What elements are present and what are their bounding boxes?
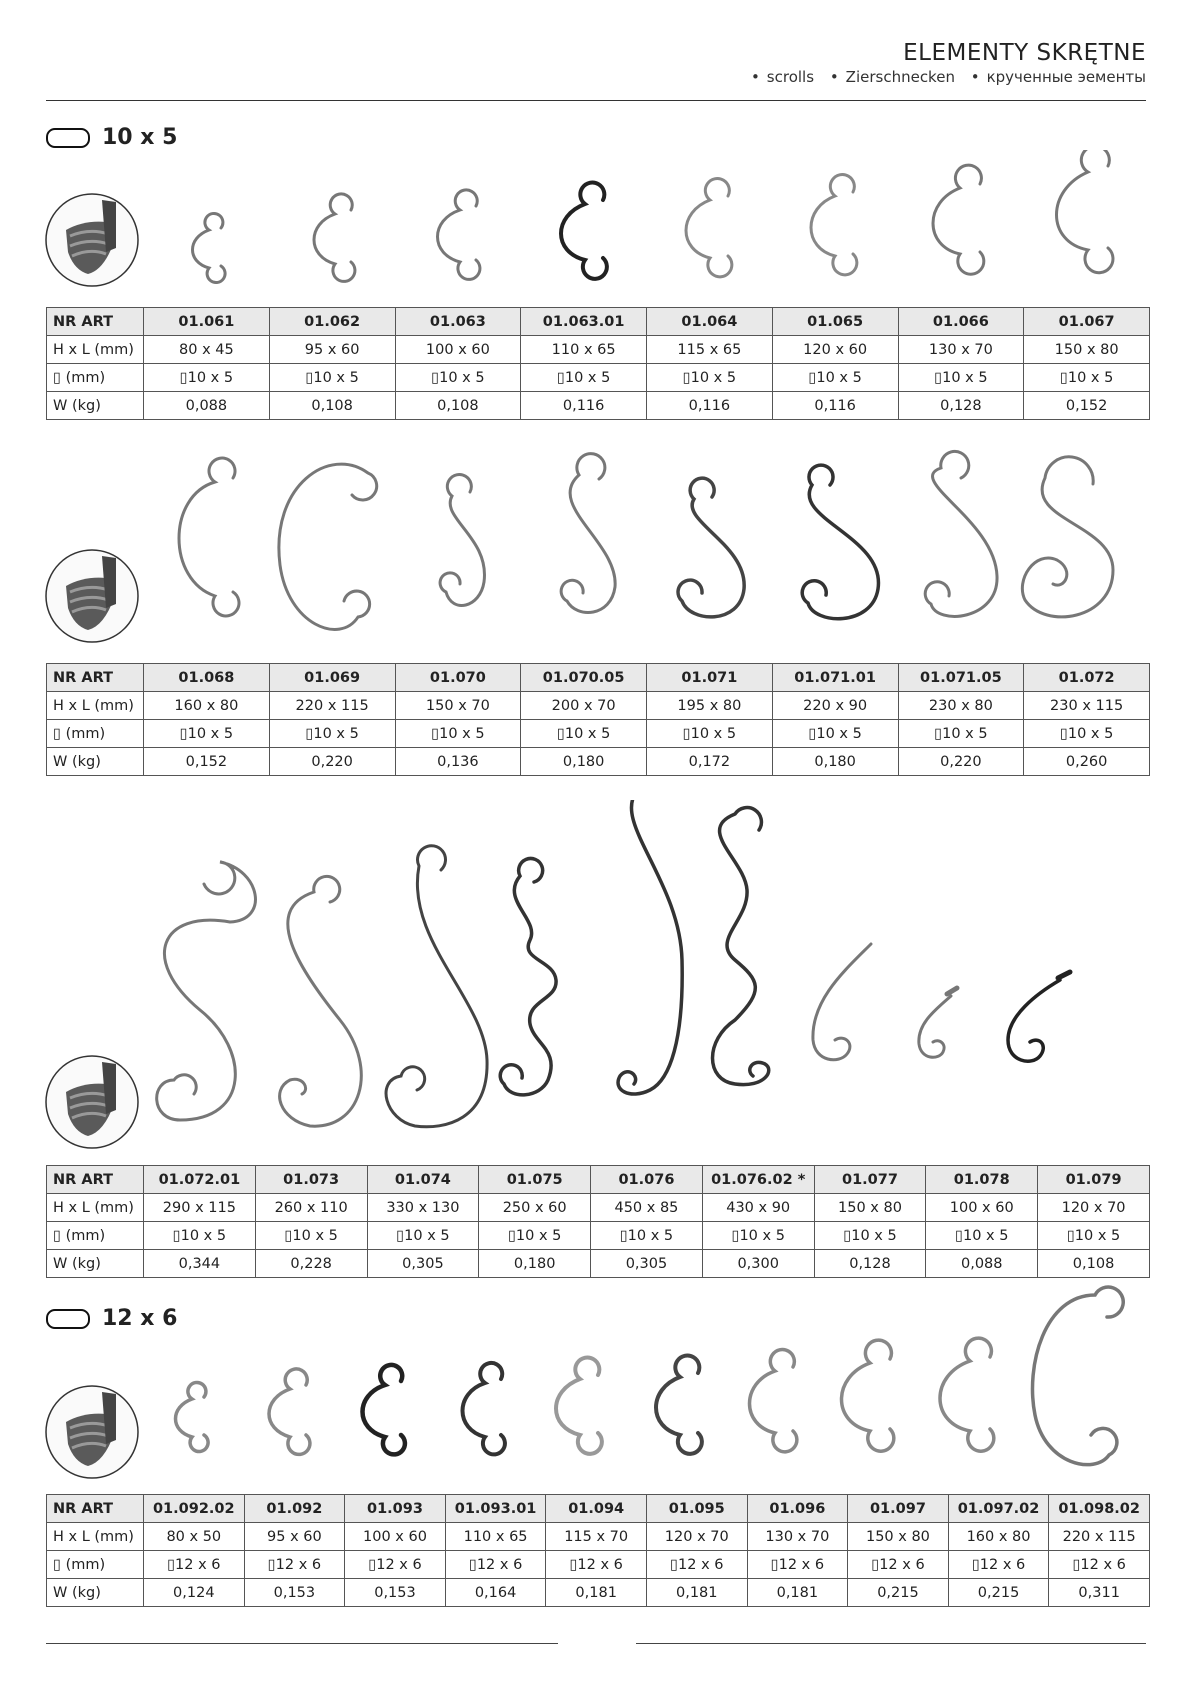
table-cell: 220 x 115 — [1049, 1523, 1150, 1551]
table-cell: 0,108 — [269, 392, 395, 420]
s-scroll-01.070 — [440, 475, 484, 606]
s-scroll-01.071.05 — [925, 451, 997, 616]
table-cell: 01.094 — [546, 1495, 647, 1523]
table-cell: ▯10 x 5 — [647, 364, 773, 392]
table-cell: 0,180 — [772, 748, 898, 776]
table-cell: ▯10 x 5 — [479, 1222, 591, 1250]
row-label: H x L (mm) — [47, 1523, 144, 1551]
table-row-dimensions — [47, 1523, 1150, 1551]
table-cell: 01.071.05 — [898, 664, 1024, 692]
table-cell: 0,108 — [1038, 1250, 1150, 1278]
table-cell: 150 x 80 — [1024, 336, 1150, 364]
s-scroll-01.071.01 — [802, 465, 878, 619]
row-label: H x L (mm) — [47, 692, 144, 720]
table-cell: 01.068 — [144, 664, 270, 692]
c-scroll-01.093 — [363, 1365, 405, 1454]
table-cell: 01.097 — [848, 1495, 949, 1523]
header-divider — [46, 100, 1146, 101]
table-cell: 01.064 — [647, 308, 773, 336]
table-row-profile — [47, 1551, 1150, 1579]
table-cell: 0,152 — [144, 748, 270, 776]
row-label: H x L (mm) — [47, 336, 144, 364]
c-scroll-01.092 — [269, 1369, 310, 1454]
c-scroll-01.096 — [750, 1350, 797, 1452]
row-label: ▯ (mm) — [47, 1551, 144, 1579]
row-label: ▯ (mm) — [47, 364, 144, 392]
page-subtitle: • scrolls • Zierschnecken • крученные эементы — [750, 68, 1146, 86]
table-row-profile — [47, 364, 1150, 392]
table-cell: 01.063 — [395, 308, 521, 336]
table-cell: ▯10 x 5 — [269, 364, 395, 392]
table-cell: ▯12 x 6 — [646, 1551, 747, 1579]
table-cell: ▯10 x 5 — [144, 364, 270, 392]
table-cell: 150 x 80 — [848, 1523, 949, 1551]
row-label: NR ART — [47, 1166, 144, 1194]
table-cell: 01.069 — [269, 664, 395, 692]
table-cell: 120 x 70 — [1038, 1194, 1150, 1222]
table-cell: 0,215 — [848, 1579, 949, 1607]
table-cell: 01.066 — [898, 308, 1024, 336]
table-cell: 01.077 — [814, 1166, 926, 1194]
table-cell: ▯10 x 5 — [926, 1222, 1038, 1250]
row-label: NR ART — [47, 1495, 144, 1523]
table-cell: 01.067 — [1024, 308, 1150, 336]
table-cell: ▯10 x 5 — [591, 1222, 703, 1250]
table-cell: 01.095 — [646, 1495, 747, 1523]
table-cell: ▯10 x 5 — [898, 364, 1024, 392]
table-cell: 0,088 — [144, 392, 270, 420]
table-cell: 01.070 — [395, 664, 521, 692]
table-cell: ▯12 x 6 — [848, 1551, 949, 1579]
c-scroll-01.093.01 — [463, 1363, 505, 1454]
row-label: W (kg) — [47, 1579, 144, 1607]
table-cell: 150 x 80 — [814, 1194, 926, 1222]
s-scroll-01.073 — [280, 876, 362, 1126]
table-row-dimensions — [47, 336, 1150, 364]
hook-scroll-01.077 — [813, 944, 871, 1060]
c-scroll-01.092.02 — [176, 1382, 209, 1451]
table-cell: 450 x 85 — [591, 1194, 703, 1222]
table-cell: ▯12 x 6 — [445, 1551, 546, 1579]
table-cell: 0,228 — [255, 1250, 367, 1278]
table-cell: 0,215 — [948, 1579, 1049, 1607]
table-cell: 230 x 115 — [1024, 692, 1150, 720]
table-cell: 195 x 80 — [647, 692, 773, 720]
row-label: NR ART — [47, 664, 144, 692]
table-cell: ▯10 x 5 — [1024, 364, 1150, 392]
scroll-illustrations-row-4 — [0, 1285, 1192, 1485]
table-cell: 430 x 90 — [702, 1194, 814, 1222]
table-row-articles — [47, 1495, 1150, 1523]
table-cell: 0,180 — [479, 1250, 591, 1278]
table-cell: 01.092 — [244, 1495, 345, 1523]
spec-table-3 — [46, 1165, 1150, 1278]
table-row-weight — [47, 1579, 1150, 1607]
table-cell: 100 x 60 — [926, 1194, 1038, 1222]
page-header — [46, 40, 1146, 86]
table-cell: ▯10 x 5 — [395, 720, 521, 748]
c-scroll-01.094 — [556, 1358, 602, 1454]
table-row-articles — [47, 1166, 1150, 1194]
table-cell: 0,305 — [591, 1250, 703, 1278]
spec-table-4 — [46, 1494, 1150, 1607]
table-row-profile — [47, 1222, 1150, 1250]
s-scroll-01.076 — [618, 800, 682, 1094]
table-row-weight — [47, 392, 1150, 420]
row-label: ▯ (mm) — [47, 720, 144, 748]
table-cell: 0,180 — [521, 748, 647, 776]
table-cell: 95 x 60 — [244, 1523, 345, 1551]
table-cell: 0,153 — [244, 1579, 345, 1607]
c-scroll-01.068 — [179, 458, 239, 616]
table-cell: ▯10 x 5 — [772, 720, 898, 748]
profile-heading-10x5: 10 x 5 — [46, 125, 177, 150]
footer-divider-left — [46, 1643, 558, 1644]
table-cell: ▯10 x 5 — [367, 1222, 479, 1250]
table-cell: 0,124 — [144, 1579, 245, 1607]
table-cell: 0,153 — [345, 1579, 446, 1607]
c-scroll-01.063 — [438, 190, 480, 279]
table-cell: 130 x 70 — [747, 1523, 848, 1551]
c-scroll-01.067 — [1057, 150, 1113, 273]
s-scroll-01.074 — [386, 846, 487, 1127]
scroll-illustrations-row-2 — [0, 440, 1192, 660]
c-scroll-01.069 — [279, 464, 377, 629]
subtitle-en: scrolls — [766, 68, 815, 86]
table-cell: 0,220 — [898, 748, 1024, 776]
table-cell: 0,164 — [445, 1579, 546, 1607]
table-cell: 01.065 — [772, 308, 898, 336]
table-cell: 80 x 45 — [144, 336, 270, 364]
table-cell: 01.079 — [1038, 1166, 1150, 1194]
table-cell: 200 x 70 — [521, 692, 647, 720]
table-cell: 115 x 65 — [647, 336, 773, 364]
row-label: W (kg) — [47, 748, 144, 776]
table-cell: 01.076.02 * — [702, 1166, 814, 1194]
table-cell: 0,181 — [747, 1579, 848, 1607]
table-cell: ▯10 x 5 — [1024, 720, 1150, 748]
c-scroll-01.098.02 — [1033, 1287, 1124, 1465]
profile-heading-12x6: 12 x 6 — [46, 1306, 177, 1331]
table-row-weight — [47, 748, 1150, 776]
table-cell: 0,152 — [1024, 392, 1150, 420]
table-cell: ▯10 x 5 — [1038, 1222, 1150, 1250]
c-scroll-01.064 — [686, 179, 732, 277]
table-cell: ▯12 x 6 — [1049, 1551, 1150, 1579]
s-scroll-01.072 — [1022, 457, 1113, 617]
table-cell: 110 x 65 — [521, 336, 647, 364]
table-cell: 0,116 — [647, 392, 773, 420]
table-cell: 0,344 — [144, 1250, 256, 1278]
table-cell: 0,136 — [395, 748, 521, 776]
s-scroll-01.072.01 — [157, 862, 256, 1120]
table-cell: 110 x 65 — [445, 1523, 546, 1551]
table-cell: ▯12 x 6 — [948, 1551, 1049, 1579]
table-cell: 01.071 — [647, 664, 773, 692]
spec-table-1 — [46, 307, 1150, 420]
table-cell: ▯10 x 5 — [269, 720, 395, 748]
c-scroll-01.063.01 — [561, 183, 607, 279]
table-cell: ▯12 x 6 — [345, 1551, 446, 1579]
table-cell: ▯10 x 5 — [898, 720, 1024, 748]
table-cell: 150 x 70 — [395, 692, 521, 720]
c-scroll-01.062 — [314, 194, 355, 281]
table-cell: 0,088 — [926, 1250, 1038, 1278]
table-cell: 01.076 — [591, 1166, 703, 1194]
table-cell: 0,128 — [814, 1250, 926, 1278]
table-cell: 0,300 — [702, 1250, 814, 1278]
table-cell: ▯10 x 5 — [521, 720, 647, 748]
hook-scroll-01.079 — [1008, 972, 1070, 1061]
table-cell: ▯12 x 6 — [546, 1551, 647, 1579]
table-cell: 330 x 130 — [367, 1194, 479, 1222]
c-scroll-01.065 — [811, 175, 857, 275]
table-cell: ▯10 x 5 — [521, 364, 647, 392]
table-cell: 0,108 — [395, 392, 521, 420]
c-scroll-01.095 — [656, 1356, 702, 1454]
table-cell: 01.062 — [269, 308, 395, 336]
table-cell: 01.075 — [479, 1166, 591, 1194]
subtitle-ru: крученные эементы — [986, 68, 1146, 86]
table-cell: ▯10 x 5 — [144, 720, 270, 748]
row-label: ▯ (mm) — [47, 1222, 144, 1250]
table-row-dimensions — [47, 692, 1150, 720]
table-cell: 160 x 80 — [144, 692, 270, 720]
table-cell: 250 x 60 — [479, 1194, 591, 1222]
table-cell: ▯10 x 5 — [255, 1222, 367, 1250]
table-cell: ▯10 x 5 — [647, 720, 773, 748]
table-row-articles — [47, 308, 1150, 336]
table-row-profile — [47, 720, 1150, 748]
table-cell: 0,181 — [646, 1579, 747, 1607]
table-cell: 01.073 — [255, 1166, 367, 1194]
table-cell: 130 x 70 — [898, 336, 1024, 364]
wave-scroll-01.075 — [500, 858, 556, 1094]
subtitle-de: Zierschnecken — [845, 68, 955, 86]
table-cell: ▯10 x 5 — [772, 364, 898, 392]
table-cell: 0,260 — [1024, 748, 1150, 776]
table-cell: ▯10 x 5 — [814, 1222, 926, 1250]
scroll-illustrations-row-1 — [0, 150, 1192, 300]
table-cell: 01.072 — [1024, 664, 1150, 692]
c-scroll-01.061 — [193, 213, 226, 282]
table-cell: ▯10 x 5 — [144, 1222, 256, 1250]
table-cell: 01.078 — [926, 1166, 1038, 1194]
table-cell: 01.061 — [144, 308, 270, 336]
row-label: W (kg) — [47, 1250, 144, 1278]
row-label: NR ART — [47, 308, 144, 336]
row-label: H x L (mm) — [47, 1194, 144, 1222]
table-cell: 100 x 60 — [345, 1523, 446, 1551]
table-cell: 0,116 — [772, 392, 898, 420]
table-cell: 290 x 115 — [144, 1194, 256, 1222]
table-cell: 01.071.01 — [772, 664, 898, 692]
table-cell: 0,181 — [546, 1579, 647, 1607]
c-scroll-01.066 — [933, 165, 984, 274]
table-cell: 01.070.05 — [521, 664, 647, 692]
table-cell: 120 x 60 — [772, 336, 898, 364]
scroll-illustrations-row-3 — [0, 800, 1192, 1160]
table-cell: 260 x 110 — [255, 1194, 367, 1222]
page-title: ELEMENTY SKRĘTNE — [903, 40, 1146, 66]
footer-divider-right — [636, 1643, 1146, 1644]
row-label: W (kg) — [47, 392, 144, 420]
table-cell: 0,116 — [521, 392, 647, 420]
s-scroll-01.071 — [678, 478, 744, 617]
table-cell: 0,172 — [647, 748, 773, 776]
table-cell: 01.092.02 — [144, 1495, 245, 1523]
table-cell: 220 x 90 — [772, 692, 898, 720]
spec-table-2 — [46, 663, 1150, 776]
s-scroll-01.070.05 — [561, 454, 615, 613]
table-cell: 0,305 — [367, 1250, 479, 1278]
table-row-dimensions — [47, 1194, 1150, 1222]
table-cell: 80 x 50 — [144, 1523, 245, 1551]
table-cell: ▯12 x 6 — [747, 1551, 848, 1579]
table-cell: 01.093.01 — [445, 1495, 546, 1523]
table-cell: 0,311 — [1049, 1579, 1150, 1607]
table-cell: 01.074 — [367, 1166, 479, 1194]
table-cell: 01.093 — [345, 1495, 446, 1523]
table-cell: 01.063.01 — [521, 308, 647, 336]
table-cell: ▯12 x 6 — [144, 1551, 245, 1579]
table-cell: 01.096 — [747, 1495, 848, 1523]
table-cell: ▯12 x 6 — [244, 1551, 345, 1579]
table-cell: 0,128 — [898, 392, 1024, 420]
table-cell: 100 x 60 — [395, 336, 521, 364]
table-cell: 0,220 — [269, 748, 395, 776]
table-cell: ▯10 x 5 — [395, 364, 521, 392]
table-cell: 01.097.02 — [948, 1495, 1049, 1523]
table-cell: 160 x 80 — [948, 1523, 1049, 1551]
wave-scroll-01.076.02 — [713, 808, 769, 1085]
hook-scroll-01.078 — [919, 988, 957, 1057]
c-scroll-01.097.02 — [940, 1338, 994, 1451]
table-cell: ▯10 x 5 — [702, 1222, 814, 1250]
flat-bar-profile-icon — [46, 128, 90, 148]
table-cell: 115 x 70 — [546, 1523, 647, 1551]
table-cell: 01.098.02 — [1049, 1495, 1150, 1523]
table-row-articles — [47, 664, 1150, 692]
table-cell: 220 x 115 — [269, 692, 395, 720]
c-scroll-01.097 — [842, 1340, 894, 1451]
table-cell: 120 x 70 — [646, 1523, 747, 1551]
table-cell: 95 x 60 — [269, 336, 395, 364]
table-cell: 01.072.01 — [144, 1166, 256, 1194]
table-row-weight — [47, 1250, 1150, 1278]
table-cell: 230 x 80 — [898, 692, 1024, 720]
